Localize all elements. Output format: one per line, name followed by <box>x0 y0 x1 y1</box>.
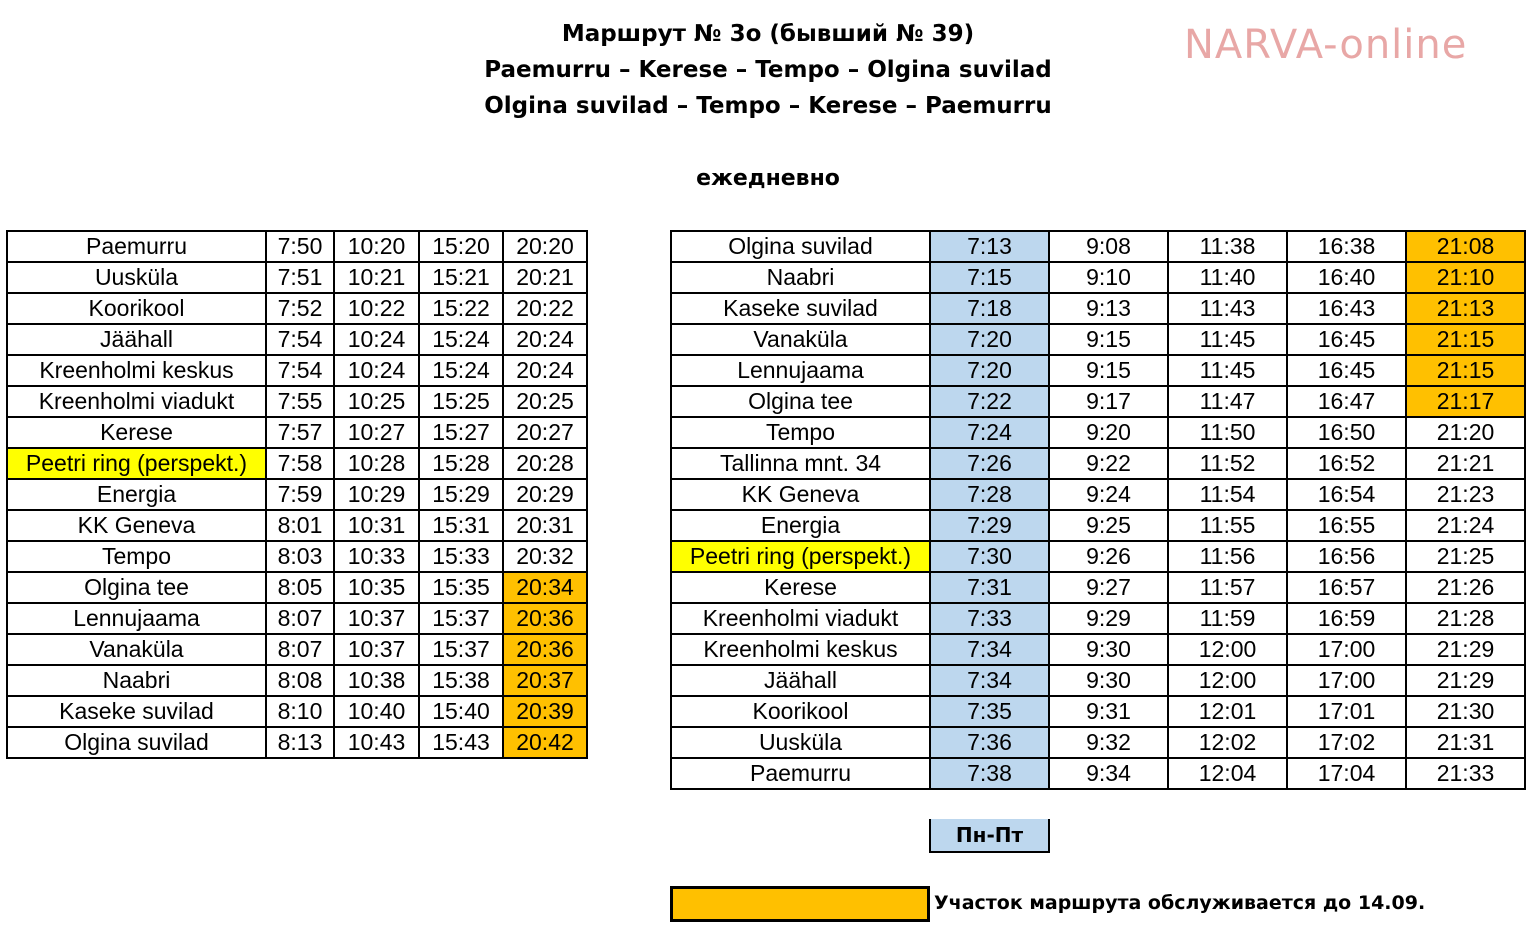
departure-time: 10:33 <box>334 541 419 572</box>
stop-name: Kreenholmi viadukt <box>7 386 266 417</box>
departure-time: 11:43 <box>1168 293 1287 324</box>
departure-time: 21:08 <box>1406 231 1525 262</box>
departure-time: 10:43 <box>334 727 419 758</box>
departure-time: 10:37 <box>334 603 419 634</box>
table-row <box>7 665 587 696</box>
departure-time: 17:02 <box>1287 727 1406 758</box>
departure-time: 7:31 <box>930 572 1049 603</box>
stop-name: Uusküla <box>671 727 930 758</box>
departure-time: 20:37 <box>503 665 587 696</box>
departure-time: 20:20 <box>503 231 587 262</box>
departure-time: 21:28 <box>1406 603 1525 634</box>
departure-time: 21:29 <box>1406 665 1525 696</box>
departure-time: 11:56 <box>1168 541 1287 572</box>
departure-time: 7:38 <box>930 758 1049 789</box>
departure-time: 16:55 <box>1287 510 1406 541</box>
departure-time: 21:20 <box>1406 417 1525 448</box>
departure-time: 16:45 <box>1287 355 1406 386</box>
departure-time: 9:26 <box>1049 541 1168 572</box>
route-number-title: Маршрут № 3о (бывший № 39) <box>561 21 975 47</box>
departure-time: 9:30 <box>1049 665 1168 696</box>
departure-time: 7:54 <box>266 355 334 386</box>
table-row <box>7 541 587 572</box>
departure-time: 7:20 <box>930 355 1049 386</box>
departure-time: 11:50 <box>1168 417 1287 448</box>
departure-time: 16:38 <box>1287 231 1406 262</box>
departure-time: 17:00 <box>1287 665 1406 696</box>
stop-name: Naabri <box>7 665 266 696</box>
departure-time: 9:20 <box>1049 417 1168 448</box>
table-row <box>7 572 587 603</box>
departure-time: 10:24 <box>334 355 419 386</box>
departure-time: 12:01 <box>1168 696 1287 727</box>
departure-time: 7:22 <box>930 386 1049 417</box>
stop-name: Kaseke suvilad <box>671 293 930 324</box>
departure-time: 7:13 <box>930 231 1049 262</box>
departure-time: 20:34 <box>503 572 587 603</box>
departure-time: 21:31 <box>1406 727 1525 758</box>
departure-time: 9:15 <box>1049 324 1168 355</box>
departure-time: 20:29 <box>503 479 587 510</box>
departure-time: 20:31 <box>503 510 587 541</box>
departure-time: 21:21 <box>1406 448 1525 479</box>
departure-time: 7:28 <box>930 479 1049 510</box>
departure-time: 7:20 <box>930 324 1049 355</box>
stop-name: Naabri <box>671 262 930 293</box>
departure-time: 15:20 <box>419 231 503 262</box>
departure-time: 11:45 <box>1168 355 1287 386</box>
departure-time: 7:26 <box>930 448 1049 479</box>
stop-name: Koorikool <box>7 293 266 324</box>
stop-name: Kerese <box>671 572 930 603</box>
legend-text: Участок маршрута обслуживается до 14.09. <box>934 892 1426 914</box>
table-row <box>671 603 1525 634</box>
departure-time: 10:38 <box>334 665 419 696</box>
narva-online-logo <box>1184 22 1467 68</box>
table-row <box>7 355 587 386</box>
stop-name: Kreenholmi keskus <box>671 634 930 665</box>
stop-name: Uusküla <box>7 262 266 293</box>
departure-time: 16:45 <box>1287 324 1406 355</box>
stop-name: Kerese <box>7 417 266 448</box>
logo-text-narva: NARVA- <box>1184 22 1340 68</box>
departure-time: 8:01 <box>266 510 334 541</box>
stop-name: Olgina suvilad <box>671 231 930 262</box>
departure-time: 11:55 <box>1168 510 1287 541</box>
departure-time: 10:40 <box>334 696 419 727</box>
departure-time: 7:33 <box>930 603 1049 634</box>
departure-time: 7:55 <box>266 386 334 417</box>
table-row <box>671 665 1525 696</box>
departure-time: 15:24 <box>419 324 503 355</box>
departure-time: 11:59 <box>1168 603 1287 634</box>
stop-name: Peetri ring (perspekt.) <box>7 448 266 479</box>
departure-time: 7:58 <box>266 448 334 479</box>
table-row <box>671 324 1525 355</box>
stop-name: Peetri ring (perspekt.) <box>671 541 930 572</box>
departure-time: 9:29 <box>1049 603 1168 634</box>
table-row <box>671 479 1525 510</box>
departure-time: 15:38 <box>419 665 503 696</box>
departure-time: 10:25 <box>334 386 419 417</box>
departure-time: 16:50 <box>1287 417 1406 448</box>
departure-time: 15:37 <box>419 603 503 634</box>
departure-time: 12:00 <box>1168 665 1287 696</box>
departure-time: 20:27 <box>503 417 587 448</box>
stop-name: Paemurru <box>671 758 930 789</box>
departure-time: 15:28 <box>419 448 503 479</box>
departure-time: 10:21 <box>334 262 419 293</box>
table-row <box>671 386 1525 417</box>
departure-time: 21:30 <box>1406 696 1525 727</box>
table-row <box>7 417 587 448</box>
table-row <box>7 727 587 758</box>
departure-time: 16:47 <box>1287 386 1406 417</box>
departure-time: 21:17 <box>1406 386 1525 417</box>
departure-time: 15:21 <box>419 262 503 293</box>
departure-time: 9:24 <box>1049 479 1168 510</box>
departure-time: 17:00 <box>1287 634 1406 665</box>
departure-time: 20:42 <box>503 727 587 758</box>
stop-name: KK Geneva <box>671 479 930 510</box>
departure-time: 20:36 <box>503 603 587 634</box>
departure-time: 20:24 <box>503 324 587 355</box>
stop-name: Jäähall <box>671 665 930 696</box>
logo-text-online: online <box>1339 22 1468 68</box>
schedule-frequency-note: ежедневно <box>696 166 840 191</box>
departure-time: 15:31 <box>419 510 503 541</box>
departure-time: 21:24 <box>1406 510 1525 541</box>
departure-time: 11:40 <box>1168 262 1287 293</box>
departure-time: 7:34 <box>930 665 1049 696</box>
departure-time: 9:13 <box>1049 293 1168 324</box>
table-row <box>671 634 1525 665</box>
table-row <box>7 324 587 355</box>
departure-time: 11:54 <box>1168 479 1287 510</box>
departure-time: 10:22 <box>334 293 419 324</box>
departure-time: 7:51 <box>266 262 334 293</box>
departure-time: 9:34 <box>1049 758 1168 789</box>
table-row <box>7 231 587 262</box>
departure-time: 7:52 <box>266 293 334 324</box>
table-row <box>671 231 1525 262</box>
departure-time: 10:31 <box>334 510 419 541</box>
departure-time: 16:40 <box>1287 262 1406 293</box>
stop-name: Vanaküla <box>7 634 266 665</box>
route-direction-forward: Paemurru – Kerese – Tempo – Olgina suvilad <box>484 57 1052 83</box>
stop-name: Olgina suvilad <box>7 727 266 758</box>
departure-time: 11:47 <box>1168 386 1287 417</box>
stop-name: Vanaküla <box>671 324 930 355</box>
table-row <box>7 634 587 665</box>
departure-time: 7:50 <box>266 231 334 262</box>
departure-time: 9:22 <box>1049 448 1168 479</box>
departure-time: 11:57 <box>1168 572 1287 603</box>
departure-time: 8:07 <box>266 603 334 634</box>
table-row <box>671 541 1525 572</box>
table-row <box>671 417 1525 448</box>
departure-time: 21:29 <box>1406 634 1525 665</box>
departure-time: 10:35 <box>334 572 419 603</box>
departure-time: 15:25 <box>419 386 503 417</box>
stop-name: Tempo <box>671 417 930 448</box>
departure-time: 21:26 <box>1406 572 1525 603</box>
departure-time: 16:54 <box>1287 479 1406 510</box>
table-row <box>671 448 1525 479</box>
timetable-forward <box>6 230 588 759</box>
timetable-return <box>670 230 1526 790</box>
departure-time: 8:10 <box>266 696 334 727</box>
weekdays-only-note: Пн-Пт <box>929 819 1050 853</box>
departure-time: 7:18 <box>930 293 1049 324</box>
stop-name: Jäähall <box>7 324 266 355</box>
stop-name: Paemurru <box>7 231 266 262</box>
departure-time: 8:03 <box>266 541 334 572</box>
departure-time: 7:35 <box>930 696 1049 727</box>
departure-time: 15:24 <box>419 355 503 386</box>
departure-time: 20:32 <box>503 541 587 572</box>
table-row <box>7 293 587 324</box>
departure-time: 11:38 <box>1168 231 1287 262</box>
departure-time: 16:56 <box>1287 541 1406 572</box>
departure-time: 16:57 <box>1287 572 1406 603</box>
departure-time: 7:30 <box>930 541 1049 572</box>
departure-time: 11:52 <box>1168 448 1287 479</box>
departure-time: 20:22 <box>503 293 587 324</box>
departure-time: 9:30 <box>1049 634 1168 665</box>
stop-name: Olgina tee <box>671 386 930 417</box>
table-row <box>7 262 587 293</box>
table-row <box>671 510 1525 541</box>
departure-time: 16:52 <box>1287 448 1406 479</box>
departure-time: 21:25 <box>1406 541 1525 572</box>
departure-time: 10:20 <box>334 231 419 262</box>
departure-time: 15:43 <box>419 727 503 758</box>
table-row <box>7 448 587 479</box>
departure-time: 7:15 <box>930 262 1049 293</box>
departure-time: 8:05 <box>266 572 334 603</box>
departure-time: 10:27 <box>334 417 419 448</box>
departure-time: 15:37 <box>419 634 503 665</box>
route-direction-return: Olgina suvilad – Tempo – Kerese – Paemurru <box>484 93 1052 119</box>
stop-name: Tallinna mnt. 34 <box>671 448 930 479</box>
table-row <box>671 293 1525 324</box>
departure-time: 8:08 <box>266 665 334 696</box>
departure-time: 9:10 <box>1049 262 1168 293</box>
departure-time: 9:31 <box>1049 696 1168 727</box>
departure-time: 20:25 <box>503 386 587 417</box>
stop-name: Tempo <box>7 541 266 572</box>
departure-time: 7:54 <box>266 324 334 355</box>
departure-time: 15:33 <box>419 541 503 572</box>
departure-time: 21:13 <box>1406 293 1525 324</box>
stop-name: Kreenholmi viadukt <box>671 603 930 634</box>
departure-time: 21:33 <box>1406 758 1525 789</box>
table-row <box>671 727 1525 758</box>
departure-time: 7:29 <box>930 510 1049 541</box>
departure-time: 21:15 <box>1406 355 1525 386</box>
departure-time: 20:28 <box>503 448 587 479</box>
departure-time: 9:08 <box>1049 231 1168 262</box>
departure-time: 15:35 <box>419 572 503 603</box>
stop-name: Energia <box>671 510 930 541</box>
departure-time: 7:59 <box>266 479 334 510</box>
departure-time: 15:22 <box>419 293 503 324</box>
departure-time: 7:57 <box>266 417 334 448</box>
departure-time: 17:01 <box>1287 696 1406 727</box>
stop-name: Lennujaama <box>7 603 266 634</box>
table-row <box>671 262 1525 293</box>
stop-name: Kreenholmi keskus <box>7 355 266 386</box>
departure-time: 8:13 <box>266 727 334 758</box>
departure-time: 8:07 <box>266 634 334 665</box>
departure-time: 21:23 <box>1406 479 1525 510</box>
departure-time: 10:24 <box>334 324 419 355</box>
departure-time: 15:40 <box>419 696 503 727</box>
stop-name: Koorikool <box>671 696 930 727</box>
departure-time: 7:24 <box>930 417 1049 448</box>
departure-time: 9:17 <box>1049 386 1168 417</box>
table-row <box>671 758 1525 789</box>
table-row <box>7 479 587 510</box>
stop-name: Olgina tee <box>7 572 266 603</box>
departure-time: 15:29 <box>419 479 503 510</box>
departure-time: 10:29 <box>334 479 419 510</box>
table-row <box>671 572 1525 603</box>
departure-time: 20:39 <box>503 696 587 727</box>
table-row <box>671 696 1525 727</box>
departure-time: 20:24 <box>503 355 587 386</box>
legend-orange-swatch <box>670 886 930 922</box>
departure-time: 21:10 <box>1406 262 1525 293</box>
table-row <box>7 386 587 417</box>
departure-time: 20:21 <box>503 262 587 293</box>
departure-time: 9:27 <box>1049 572 1168 603</box>
departure-time: 12:02 <box>1168 727 1287 758</box>
departure-time: 11:45 <box>1168 324 1287 355</box>
departure-time: 10:28 <box>334 448 419 479</box>
departure-time: 12:04 <box>1168 758 1287 789</box>
departure-time: 15:27 <box>419 417 503 448</box>
departure-time: 16:43 <box>1287 293 1406 324</box>
stop-name: Lennujaama <box>671 355 930 386</box>
table-row <box>7 510 587 541</box>
table-row <box>7 603 587 634</box>
departure-time: 7:36 <box>930 727 1049 758</box>
departure-time: 10:37 <box>334 634 419 665</box>
stop-name: Energia <box>7 479 266 510</box>
departure-time: 7:34 <box>930 634 1049 665</box>
table-row <box>671 355 1525 386</box>
departure-time: 21:15 <box>1406 324 1525 355</box>
departure-time: 12:00 <box>1168 634 1287 665</box>
table-row <box>7 696 587 727</box>
stop-name: KK Geneva <box>7 510 266 541</box>
departure-time: 9:15 <box>1049 355 1168 386</box>
departure-time: 17:04 <box>1287 758 1406 789</box>
departure-time: 16:59 <box>1287 603 1406 634</box>
departure-time: 20:36 <box>503 634 587 665</box>
stop-name: Kaseke suvilad <box>7 696 266 727</box>
departure-time: 9:25 <box>1049 510 1168 541</box>
departure-time: 9:32 <box>1049 727 1168 758</box>
